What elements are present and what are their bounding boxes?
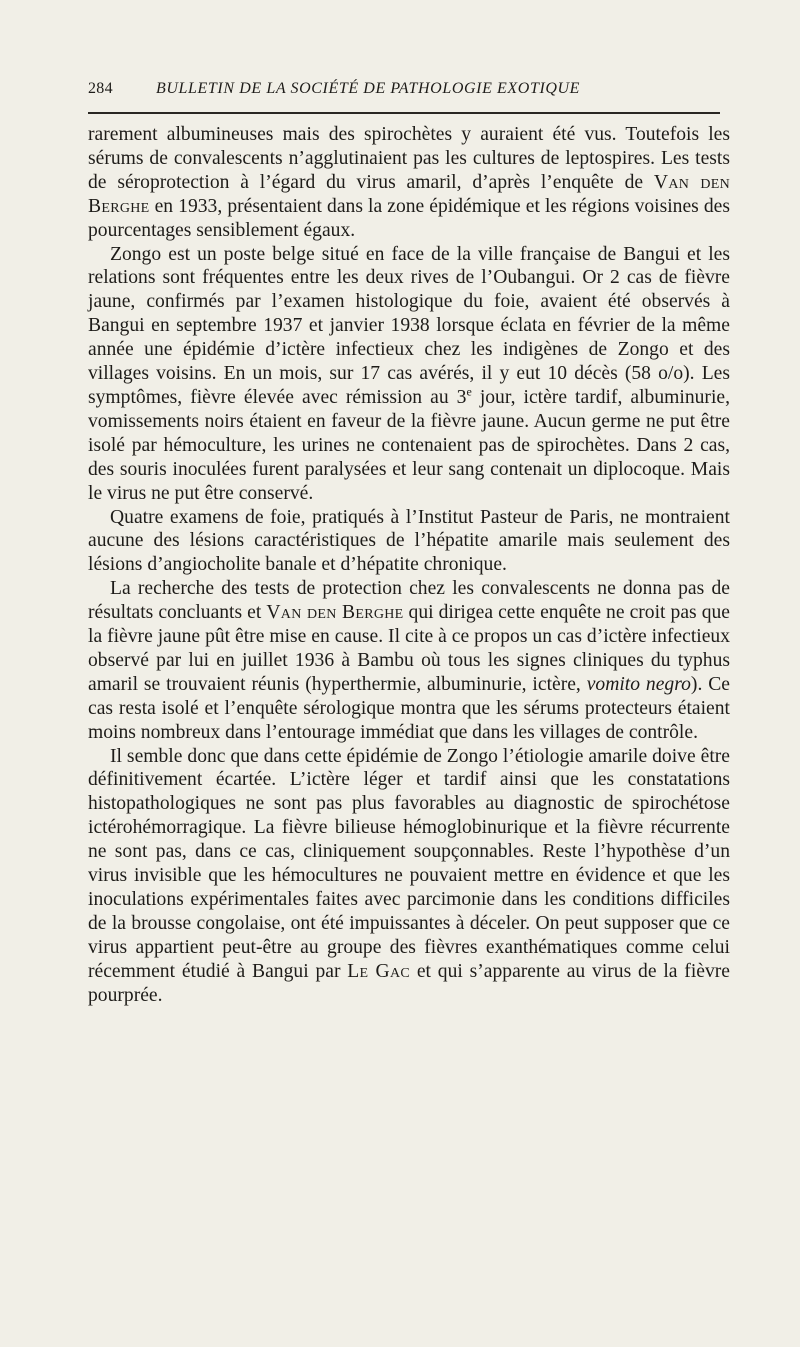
text-run: et qui s’apparente au virus de la fièvre pourprée. (88, 960, 730, 1006)
author-name: Le Gac (347, 960, 411, 982)
paragraph (88, 123, 730, 243)
paragraph (88, 243, 730, 506)
text-run: en 1933, présentaient dans la zone épidémique et les régions voisines des pourcentages sensiblement égaux. (88, 195, 730, 241)
text-run: Quatre examens de foie, pratiqués à l’Institut Pasteur de Paris, ne montraient aucune des lésions caractéristiques de l’hépatite amarile mais seulement des lésions d’angiocholite banale et d’hépatite chronique. (88, 506, 730, 576)
paragraph (88, 577, 730, 744)
text-run: rarement albumineuses mais des spirochètes y auraient été vus. Toutefois les sérums de convalescents n’agglutinaient pas les cultures de leptospires. Les tests de séroprotection à l’égard du virus amaril, d’après l’enquête de (88, 124, 730, 193)
superscript: e (466, 384, 472, 399)
text-run: jour, ictère tardif, albuminurie, vomissements noirs étaient en faveur de la fièvre jaune. Aucun germe ne put être isolé par hémoculture, les urines ne contenaient pas de spirochètes. Dans 2 cas, des souris inoculées furent paralysées et leur sang contenait un diplocoque. Mais le virus ne put être conservé. (88, 386, 730, 504)
italic-term: vomito negro (586, 673, 691, 695)
header-rule (88, 112, 720, 114)
body-text (88, 123, 730, 1008)
running-title: BULLETIN DE LA SOCIÉTÉ DE PATHOLOGIE EXOTIQUE (156, 80, 581, 97)
author-name: Van den Berghe (266, 602, 404, 624)
paragraph (88, 506, 730, 578)
text-run: La recherche des tests de protection chez les convalescents ne donna pas de résultats concluants et (88, 578, 730, 624)
author-name: Van den Berghe (88, 171, 730, 217)
text-run: ). Ce cas resta isolé et l’enquête sérologique montra que les sérums protecteurs étaient moins nombreux dans l’entourage immédiat que dans les villages de contrôle. (88, 673, 730, 743)
page-number: 284 (88, 80, 113, 97)
paragraph (88, 745, 730, 1008)
text-run: qui dirigea cette enquête ne croit pas que la fièvre jaune pût être mise en cause. Il cite à ce propos un cas d’ictère infectieux observé par lui en juillet 1936 à Bambu où tous les signes cliniques du typhus amaril se trouvaient réunis (hyperthermie, albuminurie, ictère, (88, 602, 730, 695)
text-run: Il semble donc que dans cette épidémie de Zongo l’étiologie amarile doive être définitivement écartée. L’ictère léger et tardif ainsi que les constatations histopathologiques ne sont pas plus favorables au diagnostic de spirochétose ictérohémorragique. La fièvre bilieuse hémoglobinurique et la fièvre récurrente ne sont pas, dans ce cas, cliniquement soupçonnables. Reste l’hypothèse d’un virus invisible que les hémocultures ne pouvaient mettre en évidence et que les inoculations expérimentales faites avec parcimonie dans les conditions difficiles de la brousse congolaise, ont été impuissantes à déceler. On peut supposer que ce virus appartient peut-être au groupe des fièvres exanthématiques comme celui récemment étudié à Bangui par (88, 745, 730, 982)
page-header (88, 80, 718, 98)
text-run: Zongo est un poste belge situé en face de la ville française de Bangui et les relations sont fréquentes entre les deux rives de l’Oubangui. Or 2 cas de fièvre jaune, confirmés par l’examen histologique du foie, avaient été observés à Bangui en septembre 1937 et janvier 1938 lorsque éclata en février de la même année une épidémie d’ictère infectieux chez les indigènes de Zongo et des villages voisins. En un mois, sur 17 cas avérés, il y eut 10 décès (58 o/o). Les symptômes, fièvre élevée avec rémission au 3 (88, 243, 730, 408)
